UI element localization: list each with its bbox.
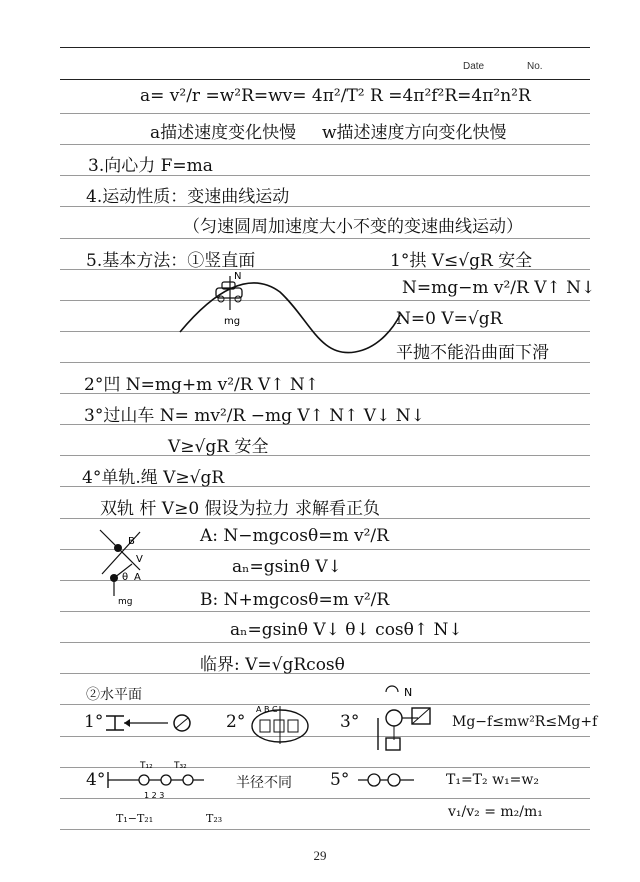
ruled-line [60, 611, 590, 612]
gravity-label: mg [224, 316, 241, 327]
mg-label: mg [118, 597, 133, 607]
point-b-label: B [128, 536, 135, 547]
different-radius-note: 半径不同 [236, 775, 292, 791]
velocity-ratio: v₁/v₂ = m₂/m₁ [448, 804, 543, 820]
t12-label: T₁₂ [140, 761, 153, 771]
double-track-rod: 双轨 杆 V≥0 假设为拉力 求解看正负 [100, 499, 380, 519]
date-label: Date [463, 61, 485, 72]
case-4-label: 4° [86, 770, 106, 790]
point-b-acceleration: aₙ=gsinθ V↓ θ↓ cosθ↑ N↓ [230, 620, 463, 640]
positions-label: 1 2 3 [144, 791, 165, 800]
roller-coaster-safe: V≥√gR 安全 [168, 437, 269, 457]
case-5-diagram [356, 768, 416, 792]
critical-velocity: 临界: V=√gRcosθ [200, 655, 345, 675]
case-5-label: 5° [330, 770, 350, 790]
case-5-equal-tension: T₁=T₂ w₁=w₂ [446, 772, 540, 788]
item-4-motion-nature: 4.运动性质：变速曲线运动 [86, 187, 290, 207]
n-label: N [404, 686, 413, 699]
ruled-line [60, 144, 590, 145]
theta-label: θ [122, 572, 129, 583]
arch-note: 平抛不能沿曲面下滑 [396, 343, 549, 363]
item-3-centripetal-force: 3.向心力 F=ma [88, 156, 213, 176]
page-number: 29 [313, 848, 327, 863]
velocity-label: V [136, 554, 143, 565]
single-track-rope: 4°单轨.绳 V≥√gR [82, 468, 225, 488]
case-3-inequality: Mg−f≤mw²R≤Mg+f [452, 714, 598, 730]
point-a-equation: A: N−mgcosθ=m v²/R [200, 526, 389, 546]
arch-case: 1°拱 V≤√gR 安全 [390, 251, 533, 271]
item-5-vertical-plane: 5.基本方法：①竖直面 [86, 251, 256, 271]
case-2-label: 2° [226, 712, 246, 732]
point-b-equation: B: N+mgcosθ=m v²/R [200, 590, 390, 610]
abc-label: A B C [256, 705, 278, 714]
ruled-line [60, 704, 590, 705]
concave-case: 2°凹 N=mg+m v²/R V↑ N↑ [84, 375, 320, 395]
ruled-line [60, 455, 590, 456]
case-2-diagram [248, 700, 312, 744]
number-label: No. [527, 61, 543, 72]
normal-label: N [234, 271, 242, 282]
item-4-explanation: （匀速圆周加速度大小不变的变速曲线运动） [183, 217, 523, 237]
note-w-meaning: w描述速度方向变化快慢 [322, 123, 507, 143]
case-1-label: 1° [84, 712, 104, 732]
incline-force-diagram [92, 522, 162, 607]
hill-wave-diagram [170, 270, 400, 360]
ruled-line [60, 829, 590, 830]
ruled-line [60, 113, 590, 114]
horizontal-plane-heading: ②水平面 [86, 687, 142, 703]
point-a-label: A [134, 572, 141, 583]
case-3-label: 3° [340, 712, 360, 732]
roller-coaster-case: 3°过山车 N= mv²/R −mg V↑ N↑ V↓ N↓ [84, 406, 425, 426]
t23-label: T₂₃ [206, 812, 223, 825]
point-a-acceleration: aₙ=gsinθ V↓ [232, 557, 342, 577]
header-rule [60, 79, 590, 80]
top-rule [60, 47, 590, 48]
case-4-diagram [104, 760, 214, 800]
acceleration-formula: a= v²/r =w²R=wv= 4π²/T² R =4π²f²R=4π²n²R [140, 86, 531, 106]
t32-label: T₃₂ [174, 761, 187, 771]
tension-difference-label: T₁−T₂₁ [116, 812, 154, 825]
note-a-meaning: a描述速度变化快慢 [150, 123, 297, 143]
ruled-line [60, 642, 590, 643]
case-3-diagram [368, 684, 438, 754]
ruled-line [60, 736, 590, 737]
arch-critical: N=0 V=√gR [396, 309, 503, 329]
ruled-line [60, 238, 590, 239]
case-1-diagram [104, 706, 204, 736]
arch-normal-force: N=mg−m v²/R V↑ N↓ [402, 278, 596, 298]
